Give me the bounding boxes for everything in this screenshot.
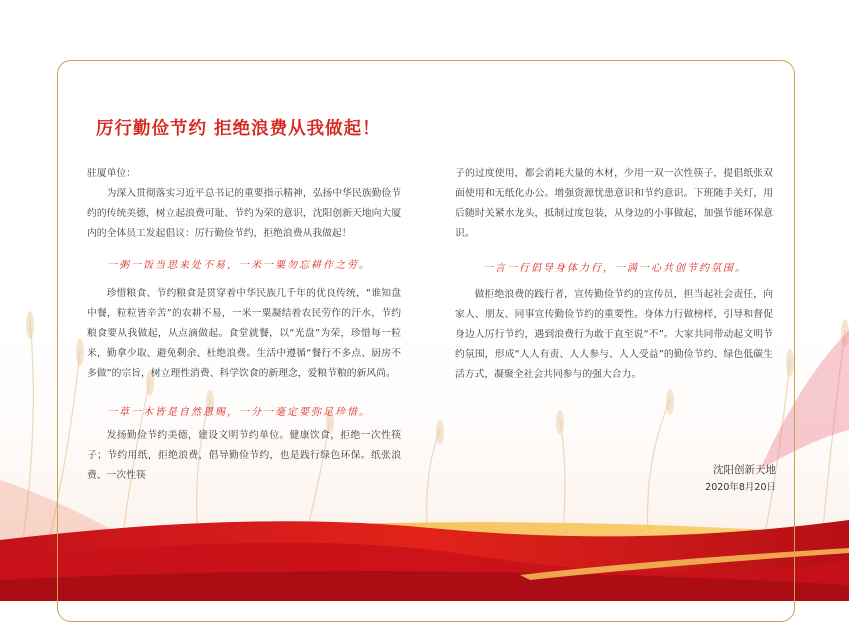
left-column [87,164,401,486]
paragraph-resources-part1: 发扬勤俭节约美德，建设文明节约单位。健康饮食，拒绝一次性筷子；节约用纸，拒绝浪费，倡导勤俭节约，也是践行绿色环保。纸张浪费、一次性筷 [87,430,401,481]
paragraph-action: 做拒绝浪费的践行者，宣传勤俭节约的宣传员，担当起社会责任，向家人、朋友、同事宣传勤俭节约的重要性。身体力行做榜样，引导和督促身边人厉行节约，遇到浪费行为敢于直至说“不”。大家共同带动起文明节约氛围，形成“人人有责、人人参与、人人受益”的勤俭节约、绿色低碳生活方式，凝聚全社会共同参与的强大合力。 [455,289,773,380]
salutation: 驻厦单位： [87,168,136,179]
paragraph-grain: 珍惜粮食、节约粮食是贯穿着中华民族几千年的优良传统，“谁知盘中餐，粒粒皆辛苦”的农耕不易，一米一粟凝结着农民劳作的汗水，节约粮食要从我做起，从点滴做起。食堂就餐，以“光盘”为荣，珍惜每一粒米，勤拿少取、避免剩余、杜绝浪费。生活中遵循“餐行不多点、厨房不多做”的宗旨，树立理性消费、科学饮食的新理念，爱粮节粮的新风尚。 [87,288,401,379]
signature-date: 2020年8月20日 [705,482,776,493]
signature-block [690,462,776,496]
slogan-grain: 一粥一饭当思来处不易，一米一粟勿忘耕作之劳。 [107,260,371,271]
paragraph-resources-part2: 子的过度使用，都会消耗大量的木材，少用一双一次性筷子，提倡纸张双面使用和无纸化办公。增强资源忧患意识和节约意识。下班随手关灯，用后随时关紧水龙头，抵制过度包装，从身边的小事做起，加强节能环保意识。 [455,168,773,239]
signature-org: 沈阳创新天地 [713,464,776,476]
intro-paragraph: 为深入贯彻落实习近平总书记的重要指示精神，弘扬中华民族勤俭节约的传统美德，树立起浪费可耻、节约为荣的意识，沈阳创新天地向大厦内的全体员工发起倡议：厉行勤俭节约，拒绝浪费从我做起！ [87,188,401,239]
page-title: 厉行勤俭节约 拒绝浪费从我做起！ [96,119,381,139]
right-column [455,164,773,385]
slogan-resources: 一草一木皆是自然恩赐，一分一毫定要弥足珍惜。 [107,407,371,418]
slogan-action: 一言一行倡导身体力行，一满一心共创节约氛围。 [483,263,747,274]
